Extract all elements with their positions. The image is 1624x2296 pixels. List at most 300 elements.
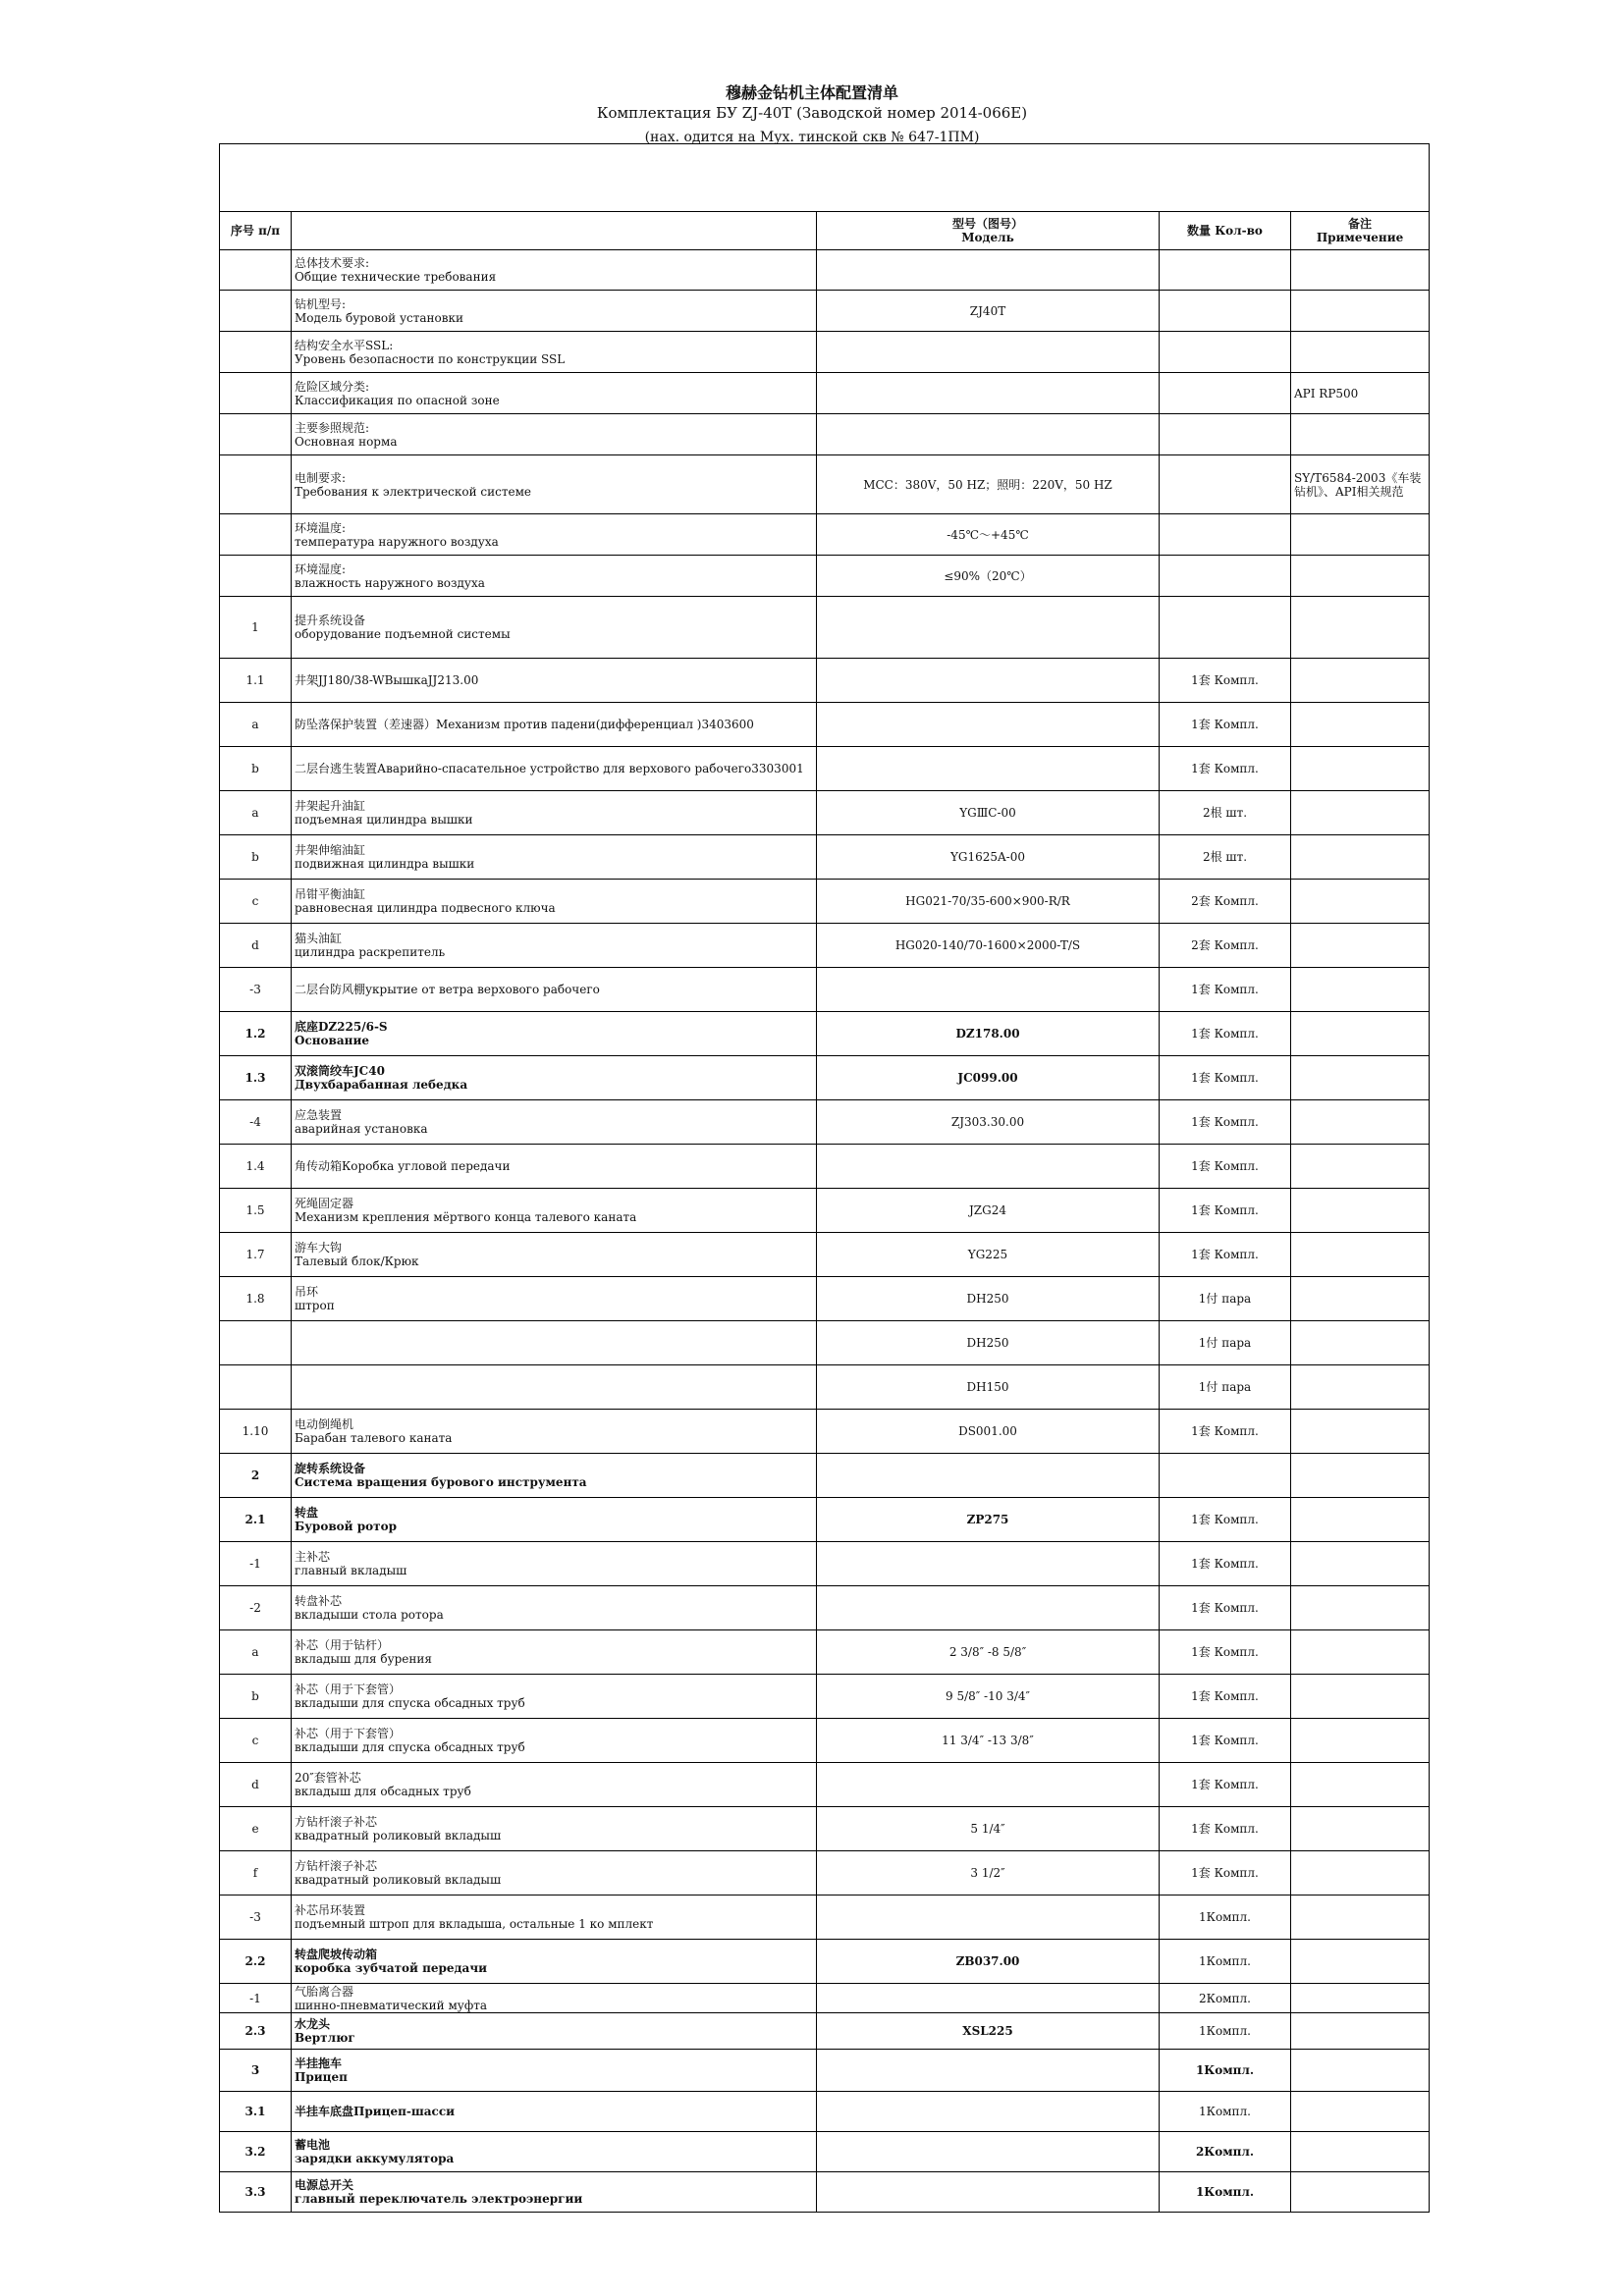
row-remark	[1291, 659, 1430, 703]
blank-cell	[220, 144, 1430, 212]
col-header-model-ru: Модель	[961, 231, 1014, 244]
row-quantity	[1160, 373, 1291, 414]
row-name-cn: 危险区域分类:	[295, 379, 370, 394]
row-number: -1	[220, 1984, 292, 2013]
row-name-cn: 底座DZ225/6-S	[295, 1020, 388, 1034]
row-model	[817, 2132, 1160, 2172]
row-name-cn: 补芯（用于下套管）	[295, 1682, 402, 1696]
table-row	[220, 968, 1430, 1012]
table-row	[220, 414, 1430, 455]
row-name	[292, 924, 817, 968]
row-quantity	[1160, 414, 1291, 455]
row-name-ru: коробка зубчатой передачи	[295, 1961, 488, 1975]
row-name	[292, 747, 817, 791]
row-model: DZ178.00	[817, 1012, 1160, 1056]
row-number: 1.1	[220, 659, 292, 703]
table-row	[220, 597, 1430, 659]
row-model: ZJ303.30.00	[817, 1100, 1160, 1145]
row-name-ru: шинно-пневматический муфта	[295, 1998, 488, 2012]
row-remark	[1291, 1763, 1430, 1807]
row-name	[292, 1940, 817, 1984]
row-name	[292, 1277, 817, 1321]
row-remark	[1291, 2132, 1430, 2172]
row-number: a	[220, 1630, 292, 1675]
row-number: 1.7	[220, 1233, 292, 1277]
row-model	[817, 659, 1160, 703]
row-name	[292, 332, 817, 373]
row-quantity	[1160, 514, 1291, 556]
row-model	[817, 1454, 1160, 1498]
table-row	[220, 1233, 1430, 1277]
row-remark	[1291, 1498, 1430, 1542]
row-name	[292, 1321, 817, 1365]
row-remark	[1291, 1542, 1430, 1586]
row-name-cn: 方钻杆滚子补芯	[295, 1815, 378, 1829]
row-quantity	[1160, 332, 1291, 373]
table-row	[220, 880, 1430, 924]
row-number: c	[220, 880, 292, 924]
row-name-ru: Буровой ротор	[295, 1520, 397, 1533]
row-name-cn: 主补芯	[295, 1550, 331, 1564]
row-name-cn: 转盘	[295, 1506, 319, 1520]
row-name-ru: равновесная цилиндра подвесного ключа	[295, 901, 556, 915]
row-remark	[1291, 1454, 1430, 1498]
row-number: 2.1	[220, 1498, 292, 1542]
row-name-ru: Двухбарабанная лебедка	[295, 1078, 468, 1092]
row-quantity: 1套 Компл.	[1160, 1056, 1291, 1100]
table-row	[220, 791, 1430, 835]
row-name	[292, 1984, 817, 2013]
row-model	[817, 373, 1160, 414]
row-remark	[1291, 1233, 1430, 1277]
row-name-ru: Вертлюг	[295, 2031, 355, 2045]
row-name	[292, 1012, 817, 1056]
row-name-cn: 环境湿度:	[295, 561, 347, 576]
row-number: 1	[220, 597, 292, 659]
row-remark	[1291, 2092, 1430, 2132]
row-number: f	[220, 1851, 292, 1896]
row-remark	[1291, 556, 1430, 597]
row-number	[220, 373, 292, 414]
row-remark	[1291, 2013, 1430, 2050]
table-row	[220, 1807, 1430, 1851]
row-name-ru: Механизм крепления мёртвого конца талевого каната	[295, 1210, 637, 1224]
row-model	[817, 703, 1160, 747]
row-name-cn: 猫头油缸	[295, 932, 343, 945]
col-header-no: 序号 п/п	[220, 212, 292, 250]
row-model: ZP275	[817, 1498, 1160, 1542]
row-name	[292, 250, 817, 291]
row-name-ru: Барабан талевого каната	[295, 1431, 453, 1445]
row-name-cn: 吊钳平衡油缸	[295, 887, 366, 901]
row-remark	[1291, 1056, 1430, 1100]
row-name	[292, 1410, 817, 1454]
table-body	[220, 144, 1430, 2213]
row-name-cn: 防坠落保护装置（差速器）Механизм против падени(дифференциал )3403600	[295, 718, 754, 731]
row-quantity: 1套 Компл.	[1160, 1498, 1291, 1542]
row-name	[292, 2013, 817, 2050]
row-number: -4	[220, 1100, 292, 1145]
row-quantity: 1套 Компл.	[1160, 968, 1291, 1012]
row-model: ZB037.00	[817, 1940, 1160, 1984]
row-name	[292, 880, 817, 924]
row-name	[292, 703, 817, 747]
row-name-cn: 旋转系统设备	[295, 1462, 366, 1475]
table-row	[220, 1630, 1430, 1675]
row-name-cn: 井架伸缩油缸	[295, 843, 366, 857]
row-name-cn: 死绳固定器	[295, 1197, 354, 1210]
table-row	[220, 2172, 1430, 2213]
row-model	[817, 1542, 1160, 1586]
row-quantity: 1套 Компл.	[1160, 703, 1291, 747]
row-name-cn: 主要参照规范:	[295, 420, 370, 435]
row-name	[292, 1807, 817, 1851]
row-name-ru: Прицеп	[295, 2070, 348, 2084]
row-number: a	[220, 703, 292, 747]
row-quantity: 1Компл.	[1160, 2172, 1291, 2213]
row-model: 11 3/4″ -13 3/8″	[817, 1719, 1160, 1763]
table-row	[220, 1145, 1430, 1189]
row-remark	[1291, 1851, 1430, 1896]
row-name-ru: главный переключатель электроэнергии	[295, 2192, 583, 2206]
row-model: DH250	[817, 1321, 1160, 1365]
row-name-ru: Талевый блок/Крюк	[295, 1255, 419, 1268]
row-quantity: 1付 пара	[1160, 1277, 1291, 1321]
row-name	[292, 373, 817, 414]
row-name	[292, 1851, 817, 1896]
table-row	[220, 1542, 1430, 1586]
row-number: 3.1	[220, 2092, 292, 2132]
row-name-ru: Модель буровой установки	[295, 310, 464, 325]
row-number	[220, 455, 292, 514]
table-row	[220, 2132, 1430, 2172]
row-name-ru: вкладыши для спуска обсадных труб	[295, 1696, 525, 1710]
row-model: DH150	[817, 1365, 1160, 1410]
row-remark	[1291, 835, 1430, 880]
row-quantity: 1付 пара	[1160, 1321, 1291, 1365]
col-header-model	[817, 212, 1160, 250]
row-number: d	[220, 924, 292, 968]
table-row	[220, 1012, 1430, 1056]
row-quantity: 1套 Компл.	[1160, 1233, 1291, 1277]
row-quantity	[1160, 250, 1291, 291]
row-quantity: 1套 Компл.	[1160, 1410, 1291, 1454]
row-number: b	[220, 1675, 292, 1719]
row-model	[817, 1763, 1160, 1807]
table-row	[220, 835, 1430, 880]
row-remark	[1291, 1675, 1430, 1719]
row-remark	[1291, 1365, 1430, 1410]
row-remark	[1291, 747, 1430, 791]
row-name	[292, 1145, 817, 1189]
row-model: XSL225	[817, 2013, 1160, 2050]
row-name-ru: подъемный штроп для вкладыша, остальные 1 ко мплект	[295, 1917, 654, 1931]
row-number: -2	[220, 1586, 292, 1630]
table-row	[220, 1365, 1430, 1410]
row-name-ru: Классификация по опасной зоне	[295, 393, 500, 407]
row-name	[292, 2172, 817, 2213]
row-name	[292, 659, 817, 703]
row-remark	[1291, 414, 1430, 455]
row-number: 1.8	[220, 1277, 292, 1321]
row-number: b	[220, 835, 292, 880]
table-row	[220, 556, 1430, 597]
row-name	[292, 2132, 817, 2172]
row-model	[817, 1145, 1160, 1189]
row-model	[817, 332, 1160, 373]
row-name-ru: вкладыши стола ротора	[295, 1608, 444, 1622]
row-name	[292, 1454, 817, 1498]
row-name-cn: 电源总开关	[295, 2178, 354, 2192]
table-row	[220, 2050, 1430, 2092]
row-quantity: 1套 Компл.	[1160, 1189, 1291, 1233]
row-name-cn: 游车大钩	[295, 1241, 343, 1255]
table-row	[220, 1498, 1430, 1542]
row-model: DH250	[817, 1277, 1160, 1321]
row-name-cn: 电制要求:	[295, 470, 347, 485]
table-row	[220, 1277, 1430, 1321]
row-name	[292, 414, 817, 455]
table-row	[220, 1586, 1430, 1630]
row-name-cn: 双滚筒绞车JC40	[295, 1064, 385, 1078]
row-quantity: 1Компл.	[1160, 1940, 1291, 1984]
row-quantity: 1套 Компл.	[1160, 1012, 1291, 1056]
document-subtitle: Комплектация БУ ZJ-40T (Заводской номер 2014-066E)	[596, 104, 1028, 122]
row-number: c	[220, 1719, 292, 1763]
row-quantity: 1Компл.	[1160, 2013, 1291, 2050]
row-name-ru: оборудование подъемной системы	[295, 627, 511, 641]
row-name-cn: 环境温度:	[295, 520, 347, 535]
row-number: a	[220, 791, 292, 835]
row-model	[817, 2172, 1160, 2213]
row-name-cn: 钻机型号:	[295, 296, 347, 311]
row-name-cn: 转盘补芯	[295, 1594, 343, 1608]
row-name-ru: главный вкладыш	[295, 1564, 407, 1577]
row-name-ru: температура наружного воздуха	[295, 534, 499, 549]
row-name-cn: 井架起升油缸	[295, 799, 366, 813]
row-model	[817, 1984, 1160, 2013]
row-number: e	[220, 1807, 292, 1851]
row-model	[817, 597, 1160, 659]
table-row	[220, 1940, 1430, 1984]
row-model: 9 5/8″ -10 3/4″	[817, 1675, 1160, 1719]
row-remark	[1291, 291, 1430, 332]
row-quantity: 2根 шт.	[1160, 835, 1291, 880]
row-quantity: 1Компл.	[1160, 2092, 1291, 2132]
row-quantity	[1160, 291, 1291, 332]
row-number	[220, 291, 292, 332]
table-row	[220, 332, 1430, 373]
row-quantity	[1160, 556, 1291, 597]
row-name-ru: аварийная установка	[295, 1122, 428, 1136]
row-name	[292, 1719, 817, 1763]
row-quantity: 2套 Компл.	[1160, 880, 1291, 924]
row-quantity: 1套 Компл.	[1160, 1675, 1291, 1719]
row-model	[817, 2050, 1160, 2092]
row-remark	[1291, 1807, 1430, 1851]
table-row	[220, 373, 1430, 414]
row-number: 3.3	[220, 2172, 292, 2213]
table-row	[220, 2013, 1430, 2050]
row-number: 3.2	[220, 2132, 292, 2172]
row-name-ru: штроп	[295, 1299, 335, 1312]
row-name	[292, 455, 817, 514]
row-quantity: 1套 Компл.	[1160, 1586, 1291, 1630]
row-quantity: 1套 Компл.	[1160, 747, 1291, 791]
row-name	[292, 835, 817, 880]
row-name	[292, 514, 817, 556]
row-remark	[1291, 514, 1430, 556]
table-row	[220, 1719, 1430, 1763]
row-name-cn: 转盘爬坡传动箱	[295, 1948, 378, 1961]
row-model: 2 3/8″ -8 5/8″	[817, 1630, 1160, 1675]
row-name-cn: 电动倒绳机	[295, 1417, 354, 1431]
row-name-ru: Уровень безопасности по конструкции SSL	[295, 351, 566, 366]
table-row	[220, 2092, 1430, 2132]
row-name-ru: вкладыш для обсадных труб	[295, 1785, 471, 1798]
row-number	[220, 514, 292, 556]
row-name-cn: 总体技术要求:	[295, 256, 370, 270]
row-remark	[1291, 1277, 1430, 1321]
row-name	[292, 291, 817, 332]
row-remark	[1291, 1630, 1430, 1675]
row-remark: API RP500	[1291, 373, 1430, 414]
row-name	[292, 1365, 817, 1410]
row-remark	[1291, 1586, 1430, 1630]
row-number: -3	[220, 968, 292, 1012]
row-model: JC099.00	[817, 1056, 1160, 1100]
row-name-ru: вкладыши для спуска обсадных труб	[295, 1740, 525, 1754]
row-model	[817, 2092, 1160, 2132]
row-name-ru: Основание	[295, 1034, 369, 1047]
row-model	[817, 747, 1160, 791]
row-number	[220, 1365, 292, 1410]
row-number: 1.5	[220, 1189, 292, 1233]
row-remark	[1291, 332, 1430, 373]
row-model	[817, 1586, 1160, 1630]
row-quantity: 1Компл.	[1160, 1896, 1291, 1940]
row-name	[292, 597, 817, 659]
row-name-cn: 补芯吊环装置	[295, 1903, 366, 1917]
row-quantity: 2根 шт.	[1160, 791, 1291, 835]
row-name	[292, 1056, 817, 1100]
row-name-cn: 应急装置	[295, 1108, 343, 1122]
row-name-cn: 结构安全水平SSL:	[295, 338, 394, 352]
row-name	[292, 791, 817, 835]
row-number: b	[220, 747, 292, 791]
row-name-cn: 半挂车底盘Прицеп-шасси	[295, 2105, 456, 2118]
row-model: ≤90%（20℃）	[817, 556, 1160, 597]
table-row	[220, 703, 1430, 747]
table-row	[220, 1100, 1430, 1145]
table-row	[220, 1896, 1430, 1940]
row-model: JZG24	[817, 1189, 1160, 1233]
table-row	[220, 924, 1430, 968]
row-name	[292, 1498, 817, 1542]
row-quantity: 1Компл.	[1160, 2050, 1291, 2092]
row-number	[220, 1321, 292, 1365]
row-number	[220, 250, 292, 291]
table-blank-row	[220, 144, 1430, 212]
row-remark	[1291, 924, 1430, 968]
row-name-ru: вкладыш для бурения	[295, 1652, 432, 1666]
table-row	[220, 659, 1430, 703]
table-header-row	[220, 212, 1430, 250]
row-number: -3	[220, 1896, 292, 1940]
row-name-ru: подъемная цилиндра вышки	[295, 813, 473, 827]
row-remark	[1291, 1896, 1430, 1940]
row-model: YG1625A-00	[817, 835, 1160, 880]
row-name-cn: 补芯（用于下套管）	[295, 1727, 402, 1740]
row-name-ru: Основная норма	[295, 434, 398, 449]
row-name	[292, 1763, 817, 1807]
row-remark	[1291, 1410, 1430, 1454]
table-row	[220, 1189, 1430, 1233]
row-name	[292, 1675, 817, 1719]
row-quantity	[1160, 455, 1291, 514]
row-remark	[1291, 1719, 1430, 1763]
document-subtitle-location: (нах. одится на Мух. тинской скв № 647-1ПМ)	[644, 130, 980, 144]
row-remark	[1291, 1012, 1430, 1056]
row-name	[292, 2050, 817, 2092]
row-name-ru: Система вращения бурового инструмента	[295, 1475, 587, 1489]
row-name-cn: 吊环	[295, 1285, 319, 1299]
row-name-ru: цилиндра раскрепитель	[295, 945, 446, 959]
row-name-cn: 二层台防风棚укрытие от ветра верхового рабочего	[295, 983, 600, 996]
table-row	[220, 514, 1430, 556]
row-quantity: 1套 Компл.	[1160, 1719, 1291, 1763]
row-quantity	[1160, 1454, 1291, 1498]
row-name-ru: квадратный роликовый вкладыш	[295, 1873, 502, 1887]
row-model: 5 1/4″	[817, 1807, 1160, 1851]
row-quantity: 1套 Компл.	[1160, 1630, 1291, 1675]
row-model: HG020-140/70-1600×2000-T/S	[817, 924, 1160, 968]
row-remark	[1291, 1145, 1430, 1189]
row-remark	[1291, 791, 1430, 835]
row-remark	[1291, 703, 1430, 747]
row-model: YGⅢC-00	[817, 791, 1160, 835]
row-number	[220, 332, 292, 373]
row-quantity: 1套 Компл.	[1160, 1763, 1291, 1807]
row-number: d	[220, 1763, 292, 1807]
row-model	[817, 414, 1160, 455]
row-quantity: 1套 Компл.	[1160, 1145, 1291, 1189]
row-model: HG021-70/35-600×900-R/R	[817, 880, 1160, 924]
row-name	[292, 1630, 817, 1675]
row-remark	[1291, 1100, 1430, 1145]
row-name	[292, 556, 817, 597]
table-row	[220, 1321, 1430, 1365]
row-name	[292, 1233, 817, 1277]
row-name-cn: 方钻杆滚子补芯	[295, 1859, 378, 1873]
row-quantity: 2套 Компл.	[1160, 924, 1291, 968]
row-model: 3 1/2″	[817, 1851, 1160, 1896]
row-number: 2	[220, 1454, 292, 1498]
table-row	[220, 1410, 1430, 1454]
table-row	[220, 1851, 1430, 1896]
row-number	[220, 414, 292, 455]
row-name	[292, 1896, 817, 1940]
table-row	[220, 1675, 1430, 1719]
row-name-cn: 角传动箱Коробка угловой передачи	[295, 1159, 511, 1173]
row-remark	[1291, 968, 1430, 1012]
row-name-cn: 二层台逃生装置Аварийно-спасательное устройство для верхового рабочего3303001	[295, 762, 804, 775]
row-model	[817, 968, 1160, 1012]
row-name-ru: влажность наружного воздуха	[295, 575, 485, 590]
row-name	[292, 1100, 817, 1145]
col-header-model-cn: 型号（图号）	[951, 217, 1023, 231]
row-number: 1.10	[220, 1410, 292, 1454]
